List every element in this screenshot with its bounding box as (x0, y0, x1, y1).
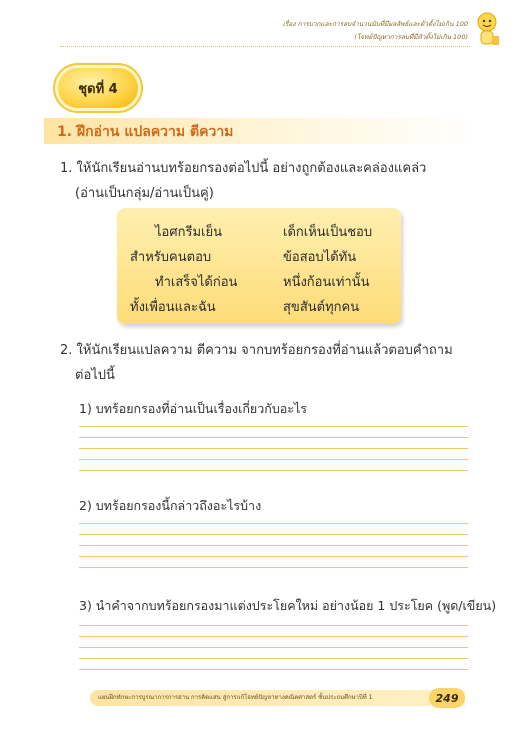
sub-question-3: 3) นำคำจากบทร้อยกรองมาแต่งประโยคใหม่ อย่างน้อย 1 ประโยค (พูด/เขียน) (79, 598, 497, 613)
poem-line: หนึ่งก้อนเท่านั้น (283, 275, 370, 290)
sub-question-2: 2) บทร้อยกรองนี้กล่าวถึงอะไรบ้าง (79, 498, 262, 513)
sub-question-1: 1) บทร้อยกรองที่อ่านเป็นเรื่องเกี่ยวกับอะไร (79, 401, 307, 416)
question-1-line2: (อ่านเป็นกลุ่ม/อ่านเป็นคู่) (75, 186, 214, 201)
header-divider (60, 46, 470, 47)
mascot-illustration (472, 10, 502, 50)
poem-line: เด็กเห็นเป็นชอบ (283, 225, 373, 240)
header-subtopic: (โจทย์ปัญหาการลบที่มีตัวตั้งไม่เกิน 100) (354, 33, 468, 41)
question-1-line1: 1. ให้นักเรียนอ่านบทร้อยกรองต่อไปนี้ อย่างถูกต้องและคล่องแคล่ว (60, 161, 427, 176)
header-topic: เรื่อง การบวกและการลบจำนวนนับที่มีผลลัพธ์และตัวตั้งไม่เกิน 100 (282, 20, 468, 28)
page-number: 249 (429, 688, 465, 708)
answer-lines-1[interactable] (79, 426, 468, 481)
poem-line: ทำเสร็จได้ก่อน (155, 275, 238, 290)
footer-text: แผนฝึกทักษะการบูรณาการการอ่าน การคิดแสน สู่การแก้โจทย์ปัญหาทางคณิตศาสตร์ ชั้นประถมศึกษาปีที่ 1 (98, 694, 373, 701)
section-title: 1. ฝึกอ่าน แปลความ ตีความ (57, 124, 234, 140)
question-2-line1: 2. ให้นักเรียนแปลความ ตีความ จากบทร้อยกรองที่อ่านแล้วตอบคำถาม (60, 343, 453, 358)
poem-line: ข้อสอบได้ทัน (283, 250, 357, 265)
poem-line: ไอศกรีมเย็น (155, 225, 222, 240)
poem-line: สำหรับคนตอบ (130, 250, 212, 265)
answer-lines-3[interactable] (79, 625, 468, 680)
answer-lines-2[interactable] (79, 523, 468, 578)
question-2-line2: ต่อไปนี้ (75, 368, 115, 383)
poem-line: สุขสันต์ทุกคน (283, 300, 360, 315)
poem-line: ทั้งเพื่อนและฉัน (130, 300, 216, 315)
set-badge: ชุดที่ 4 (58, 68, 138, 108)
